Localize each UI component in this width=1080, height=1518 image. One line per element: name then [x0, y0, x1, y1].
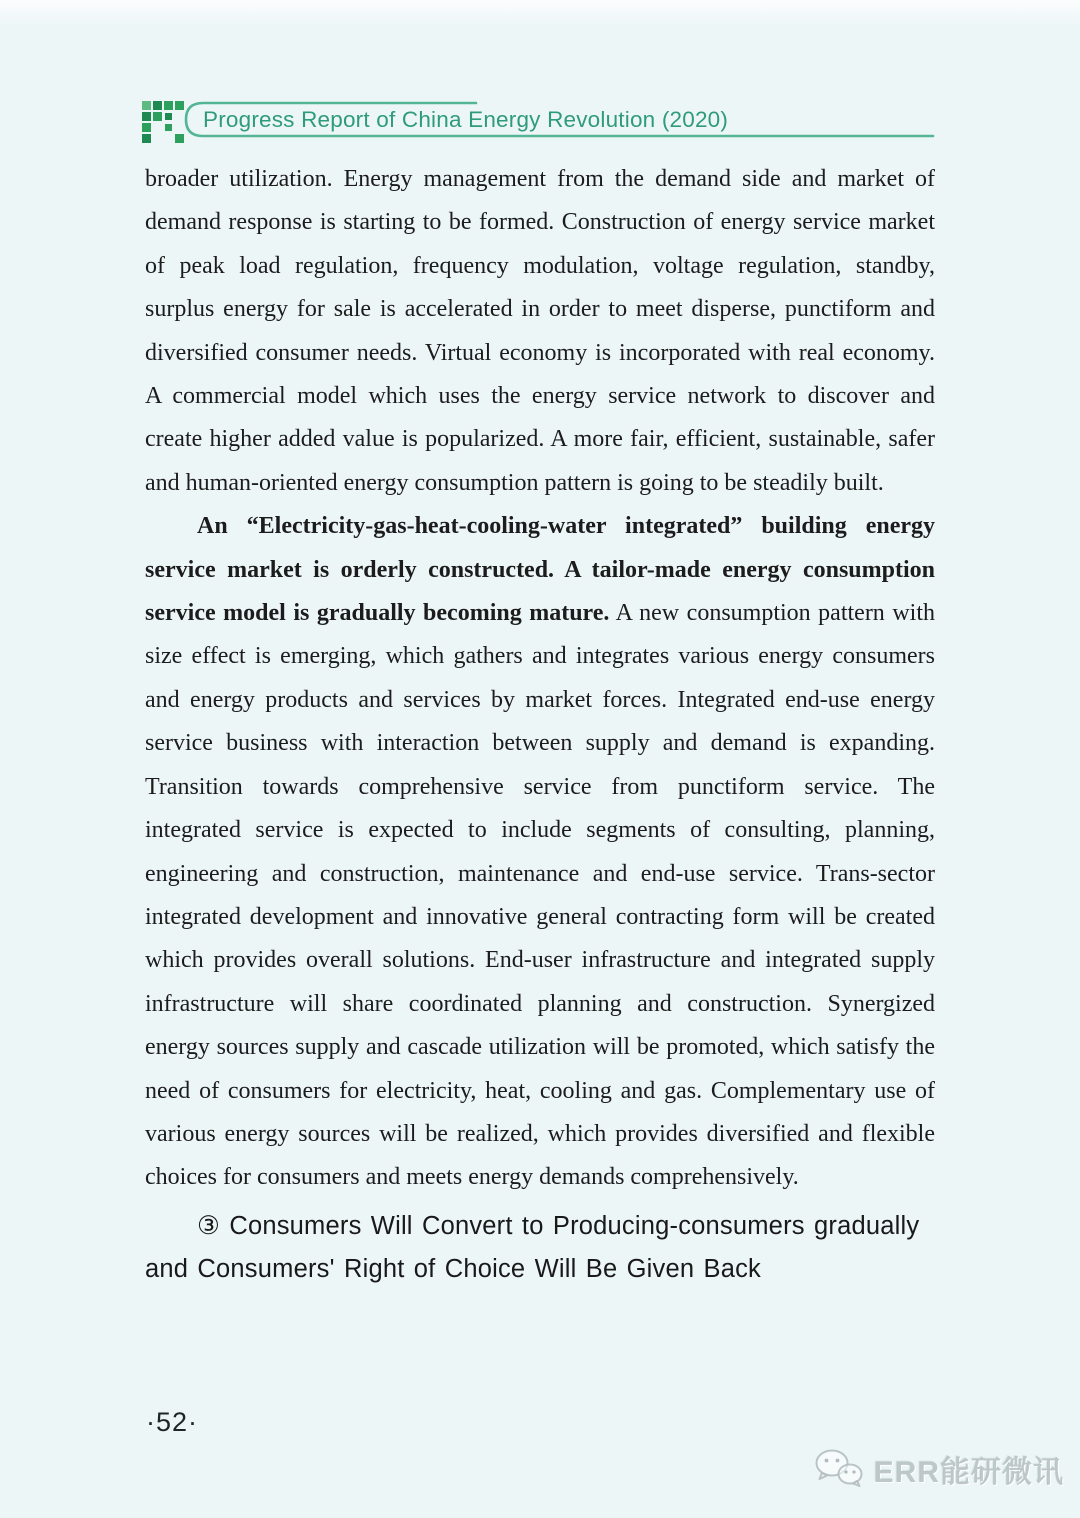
- page-number: ·52·: [146, 1407, 199, 1437]
- paragraph-continuation: broader utilization. Energy management from the demand side and market of demand response is starting to be formed. Construction of energy service market of peak load regulation, frequency modulation, voltage regulation, standby, surplus energy for sale is accelerated in order to meet disperse, punctiform and diversified consumer needs. Virtual economy is incorporated with real economy. A commercial model which uses the energy service network to discover and create higher added value is popularized. A more fair, efficient, sustainable, safer and human-oriented energy consumption pattern is going to be steadily built.: [145, 166, 935, 496]
- subheading-item-3: ③ Consumers Will Convert to Producing-consumers gradually and Consumers' Right of Choice Will Be Given Back: [145, 1211, 920, 1283]
- paragraph-integrated-market: [145, 505, 935, 1200]
- page-header: [0, 0, 1080, 160]
- paragraph-bold-lead: An “Electricity-gas-heat-cooling-water integrated” building energy service market is orderly constructed. A tailor-made energy consumption service model is gradually becoming mature.: [145, 513, 935, 627]
- report-title: Progress Report of China Energy Revolution (2020): [203, 107, 729, 132]
- paragraph-regular-rest: A new consumption pattern with size effect is emerging, which gathers and integrates various energy consumers and energy products and services by market forces. Integrated end-use energy service business with interaction between supply and demand is expanding. Transition towards comprehensive service from punctiform service. The integrated service is expected to include segments of consulting, planning, engineering and construction, maintenance and end-use service. Trans-sector integrated development and innovative general contracting form will be created which provides overall solutions. End-user infrastructure and integrated supply infrastructure will share coordinated planning and construction. Synergized energy sources supply and cascade utilization will be promoted, which satisfy the need of consumers for electricity, heat, cooling and gas. Complementary use of various energy sources will be realized, which provides diversified and flexible choices for consumers and meets energy demands comprehensively.: [145, 600, 935, 1191]
- wechat-icon: [813, 1448, 865, 1490]
- watermark-label: ERR能研微讯: [873, 1456, 1064, 1489]
- watermark: [813, 1447, 1064, 1491]
- report-logo-icon: [140, 99, 184, 147]
- page-body: [145, 158, 935, 1291]
